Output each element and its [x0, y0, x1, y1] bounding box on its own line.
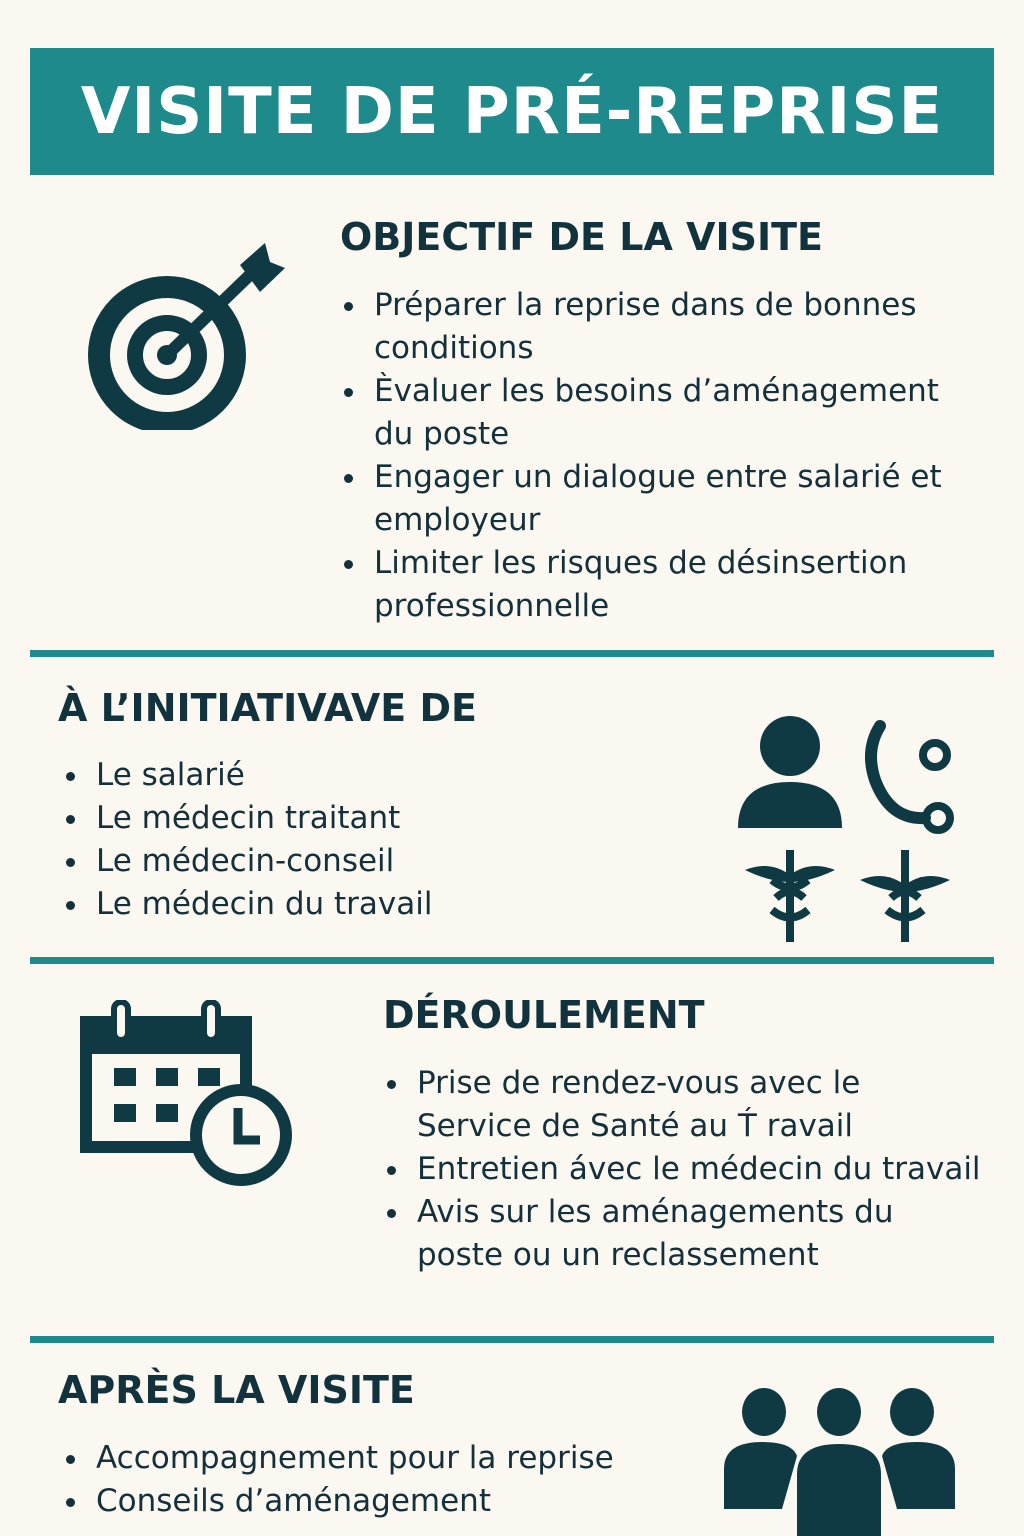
list-item: Préparer la reprise dans de bonnes conditions	[340, 284, 980, 370]
list-item: Le salarié	[62, 754, 662, 797]
section-heading: OBJECTIF DE LA VISITE	[340, 215, 824, 259]
objectives-list	[340, 284, 980, 628]
list-item: Engager un dialogue entre salarié et employeur	[340, 456, 980, 542]
list-item: Prise de rendez-vous avec le Service de Santé au T́ ravail	[383, 1062, 983, 1148]
divider	[30, 650, 994, 657]
section-heading: APRÈS LA VISITE	[58, 1368, 415, 1412]
section-heading: À L’INITIATIVAVE DE	[58, 686, 477, 730]
list-item: Entretien ávec le médecin du travail	[383, 1148, 983, 1191]
divider	[30, 957, 994, 964]
divider	[30, 1336, 994, 1343]
calendar-clock-icon	[78, 1000, 293, 1190]
list-item: Le médecin du travail	[62, 883, 662, 926]
list-item: Èvaluer les besoins d’aménagement du poste	[340, 370, 980, 456]
section-heading: DÉROULEMENT	[383, 993, 705, 1037]
title-banner	[30, 48, 994, 175]
page-title: VISITE DE PRÉ-REPRISE	[80, 74, 944, 149]
list-item: Le médecin traitant	[62, 797, 662, 840]
list-item: Conseils d’aménagement	[62, 1480, 702, 1523]
after-visit-list	[62, 1437, 702, 1523]
list-item: Avis sur les aménagements du poste ou un reclassement	[383, 1191, 983, 1277]
list-item: Accompagnement pour la reprise	[62, 1437, 702, 1480]
medical-people-icon	[730, 710, 960, 950]
initiative-list	[62, 754, 662, 926]
list-item: Le médecin-conseil	[62, 840, 662, 883]
list-item: Limiter les risques de désinsertion professionnelle	[340, 542, 980, 628]
target-arrow-icon	[75, 240, 290, 430]
process-list	[383, 1062, 983, 1277]
group-icon	[722, 1384, 957, 1536]
